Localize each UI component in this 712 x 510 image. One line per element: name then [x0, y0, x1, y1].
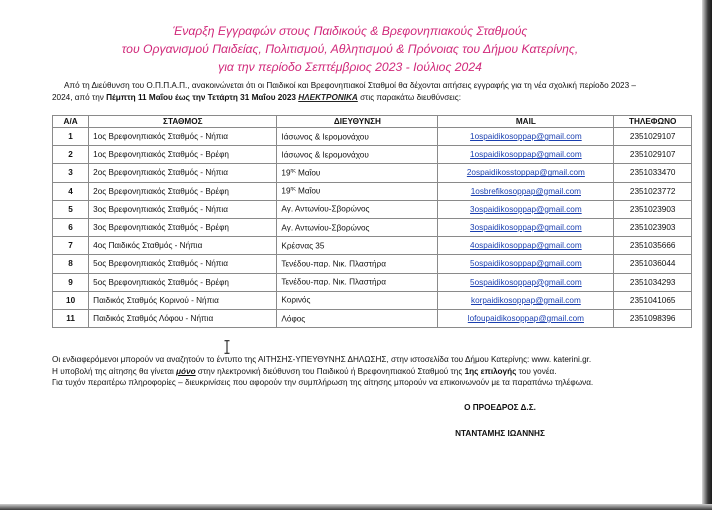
row-phone: 2351023903 — [614, 200, 692, 218]
row-mail-link[interactable]: 1osbrefikosoppap@gmail.com — [438, 182, 614, 200]
row-phone: 2351041065 — [614, 291, 692, 309]
row-mail-link[interactable]: 5ospaidikosoppap@gmail.com — [438, 255, 614, 273]
row-address — [277, 309, 438, 327]
row-address-text: Τενέδου-παρ. Νικ. Πλαστήρα — [281, 277, 386, 287]
footer-notes — [52, 354, 692, 389]
intro-line-2 — [52, 92, 692, 104]
row-station: 4ος Παιδικός Σταθμός - Νήπια — [89, 237, 277, 255]
row-mail-link[interactable]: 3ospaidikosoppap@gmail.com — [438, 218, 614, 236]
signature-name: ΝΤΑΝΤΑΜΗΣ ΙΩΑΝΝΗΣ — [455, 429, 545, 438]
footer-line-1: Οι ενδιαφερόμενοι μπορούν να αναζητούν το έντυπο της ΑΙΤΗΣΗΣ-ΥΠΕΥΘΥΝΗΣ ΔΗΛΩΣΗΣ, στην ιστοσελίδα του Δήμου Κατερίνης: www. katerini.gr. — [52, 355, 592, 364]
row-aa: 3 — [53, 164, 89, 182]
table-header-row — [53, 116, 692, 128]
footer-line-2-c: στην ηλεκτρονική διεύθυνση του Παιδικού ή Βρεφονηπιακού Σταθμού της — [195, 366, 465, 376]
table-row — [53, 200, 692, 218]
footer-line-2-e: του γονέα. — [516, 366, 557, 376]
intro-electronically: ΗΛΕΚΤΡΟΝΙΚΑ — [298, 93, 358, 102]
row-station: Παιδικός Σταθμός Λόφου - Νήπια — [89, 309, 277, 327]
row-address-text: Αγ. Αντωνίου-Σβορώνος — [281, 223, 370, 233]
signature-role: Ο ΠΡΟΕΔΡΟΣ Δ.Σ. — [464, 403, 536, 412]
row-aa: 1 — [53, 128, 89, 146]
row-address — [277, 273, 438, 291]
intro-paragraph — [52, 80, 692, 104]
intro-line-1: Από τη Διεύθυνση του Ο.Π.Π.Α.Π., ανακοινώνεται ότι οι Παιδικοί και Βρεφονηπιακοί Σταθμοί θα δέχονται αιτήσεις εγγραφής για τη νέα σχολική περίοδο 2023 – — [64, 81, 636, 90]
title-line-1: Έναρξη Εγγραφών στους Παιδικούς & Βρεφονηπιακούς Σταθμούς — [172, 24, 528, 38]
viewer-edge-bottom — [0, 504, 712, 510]
row-aa: 7 — [53, 237, 89, 255]
row-phone: 2351023772 — [614, 182, 692, 200]
header-mail: MAIL — [438, 116, 614, 128]
row-mail-link[interactable]: 1ospaidikosoppap@gmail.com — [438, 146, 614, 164]
row-phone: 2351035666 — [614, 237, 692, 255]
row-address-text: Λόφος — [281, 314, 306, 324]
row-station: 2ος Βρεφονηπιακός Σταθμός - Νήπια — [89, 164, 277, 182]
text-cursor-icon — [224, 340, 230, 354]
row-phone: 2351098396 — [614, 309, 692, 327]
row-address-text: Κρέσνας 35 — [281, 241, 325, 251]
row-station: 1ος Βρεφονηπιακός Σταθμός - Νήπια — [89, 128, 277, 146]
row-address-sup: ης — [290, 168, 296, 175]
row-address-sup: ης — [290, 186, 296, 193]
row-station: 5ος Βρεφονηπιακός Σταθμός - Βρέφη — [89, 273, 277, 291]
table-row — [53, 182, 692, 200]
row-address-text: Ιάσωνος & Ιερομονάχου — [281, 150, 369, 160]
intro-dates: Πέμπτη 11 Μαΐου έως την Τετάρτη 31 Μαΐου 2023 — [106, 93, 296, 102]
row-aa: 5 — [53, 200, 89, 218]
row-address-text: 19 — [281, 187, 291, 197]
footer-first-choice: 1ης επιλογής — [464, 366, 517, 376]
table-row — [53, 309, 692, 327]
row-address-text: Τενέδου-παρ. Νικ. Πλαστήρα — [281, 259, 386, 269]
table-row — [53, 255, 692, 273]
row-address-text: Αγ. Αντωνίου-Σβορώνος — [281, 205, 370, 215]
row-aa: 8 — [53, 255, 89, 273]
footer-line-2 — [52, 366, 692, 378]
row-station: Παιδικός Σταθμός Κορινού - Νήπια — [89, 291, 277, 309]
row-phone: 2351029107 — [614, 128, 692, 146]
row-address-text: 19 — [281, 168, 291, 178]
row-address-text: Ιάσωνος & Ιερομονάχου — [281, 132, 369, 142]
row-mail-link[interactable]: 3ospaidikosoppap@gmail.com — [438, 200, 614, 218]
row-aa: 2 — [53, 146, 89, 164]
header-address: ΔΙΕΥΘΥΝΣΗ — [277, 116, 438, 128]
table-row — [53, 218, 692, 236]
row-aa: 6 — [53, 218, 89, 236]
row-address — [277, 291, 438, 309]
table-row — [53, 128, 692, 146]
stations-table — [52, 115, 692, 328]
header-phone: ΤΗΛΕΦΩΝΟ — [614, 116, 692, 128]
header-aa: Α/Α — [53, 116, 89, 128]
table-row — [53, 237, 692, 255]
table-row — [53, 291, 692, 309]
footer-line-2-a: Η υποβολή της αίτησης θα γίνεται — [52, 366, 177, 376]
row-aa: 11 — [53, 309, 89, 327]
row-phone: 2351034293 — [614, 273, 692, 291]
row-address — [277, 218, 438, 236]
table-row — [53, 164, 692, 182]
intro-line-2-end: στις παρακάτω διευθύνσεις: — [357, 93, 461, 102]
row-address-tail: Μαΐου — [295, 187, 321, 197]
row-address-text: Κορινός — [281, 296, 311, 306]
row-aa: 9 — [53, 273, 89, 291]
row-mail-link[interactable]: 4ospaidikosoppap@gmail.com — [438, 237, 614, 255]
row-station: 1ος Βρεφονηπιακός Σταθμός - Βρέφη — [89, 146, 277, 164]
row-phone: 2351029107 — [614, 146, 692, 164]
row-station: 2ος Βρεφονηπιακός Σταθμός - Βρέφη — [89, 182, 277, 200]
row-address — [277, 182, 438, 200]
row-phone: 2351036044 — [614, 255, 692, 273]
row-station: 3ος Βρεφονηπιακός Σταθμός - Νήπια — [89, 200, 277, 218]
row-address — [277, 128, 438, 146]
row-address-tail: Μαΐου — [295, 168, 321, 178]
footer-line-3: Για τυχόν περαιτέρω πληροφορίες – διευκρινίσεις που αφορούν την συμπλήρωση της αίτησης μπορούν να επικοινωνούν με τα παραπάνω τηλέφωνα. — [52, 378, 594, 388]
row-phone: 2351033470 — [614, 164, 692, 182]
viewer-edge-right — [702, 0, 712, 510]
footer-only: μόνο — [176, 366, 196, 376]
row-station: 3ος Βρεφονηπιακός Σταθμός - Βρέφη — [89, 218, 277, 236]
row-aa: 4 — [53, 182, 89, 200]
row-mail-link[interactable]: 5ospaidikosoppap@gmail.com — [438, 273, 614, 291]
row-address — [277, 237, 438, 255]
row-address — [277, 200, 438, 218]
row-phone: 2351023903 — [614, 218, 692, 236]
row-mail-link[interactable]: korpaidikosoppap@gmail.com — [438, 291, 614, 309]
title-line-3: για την περίοδο Σεπτέμβριος 2023 - Ιούλιος 2024 — [218, 60, 482, 74]
row-mail-link[interactable]: 1ospaidikosoppap@gmail.com — [438, 128, 614, 146]
table-row — [53, 146, 692, 164]
title-line-2: του Οργανισμού Παιδείας, Πολιτισμού, Αθλητισμού & Πρόνοιας του Δήμου Κατερίνης, — [121, 42, 579, 56]
row-station: 5ος Βρεφονηπιακός Σταθμός - Νήπια — [89, 255, 277, 273]
row-address — [277, 146, 438, 164]
row-address — [277, 255, 438, 273]
row-mail-link[interactable]: lofoupaidikosoppap@gmail.com — [438, 309, 614, 327]
intro-line-2-start: 2024, από την — [52, 93, 107, 102]
row-mail-link[interactable]: 2ospaidikosstoppap@gmail.com — [438, 164, 614, 182]
row-address — [277, 164, 438, 182]
header-station: ΣΤΑΘΜΟΣ — [89, 116, 277, 128]
table-row — [53, 273, 692, 291]
row-aa: 10 — [53, 291, 89, 309]
